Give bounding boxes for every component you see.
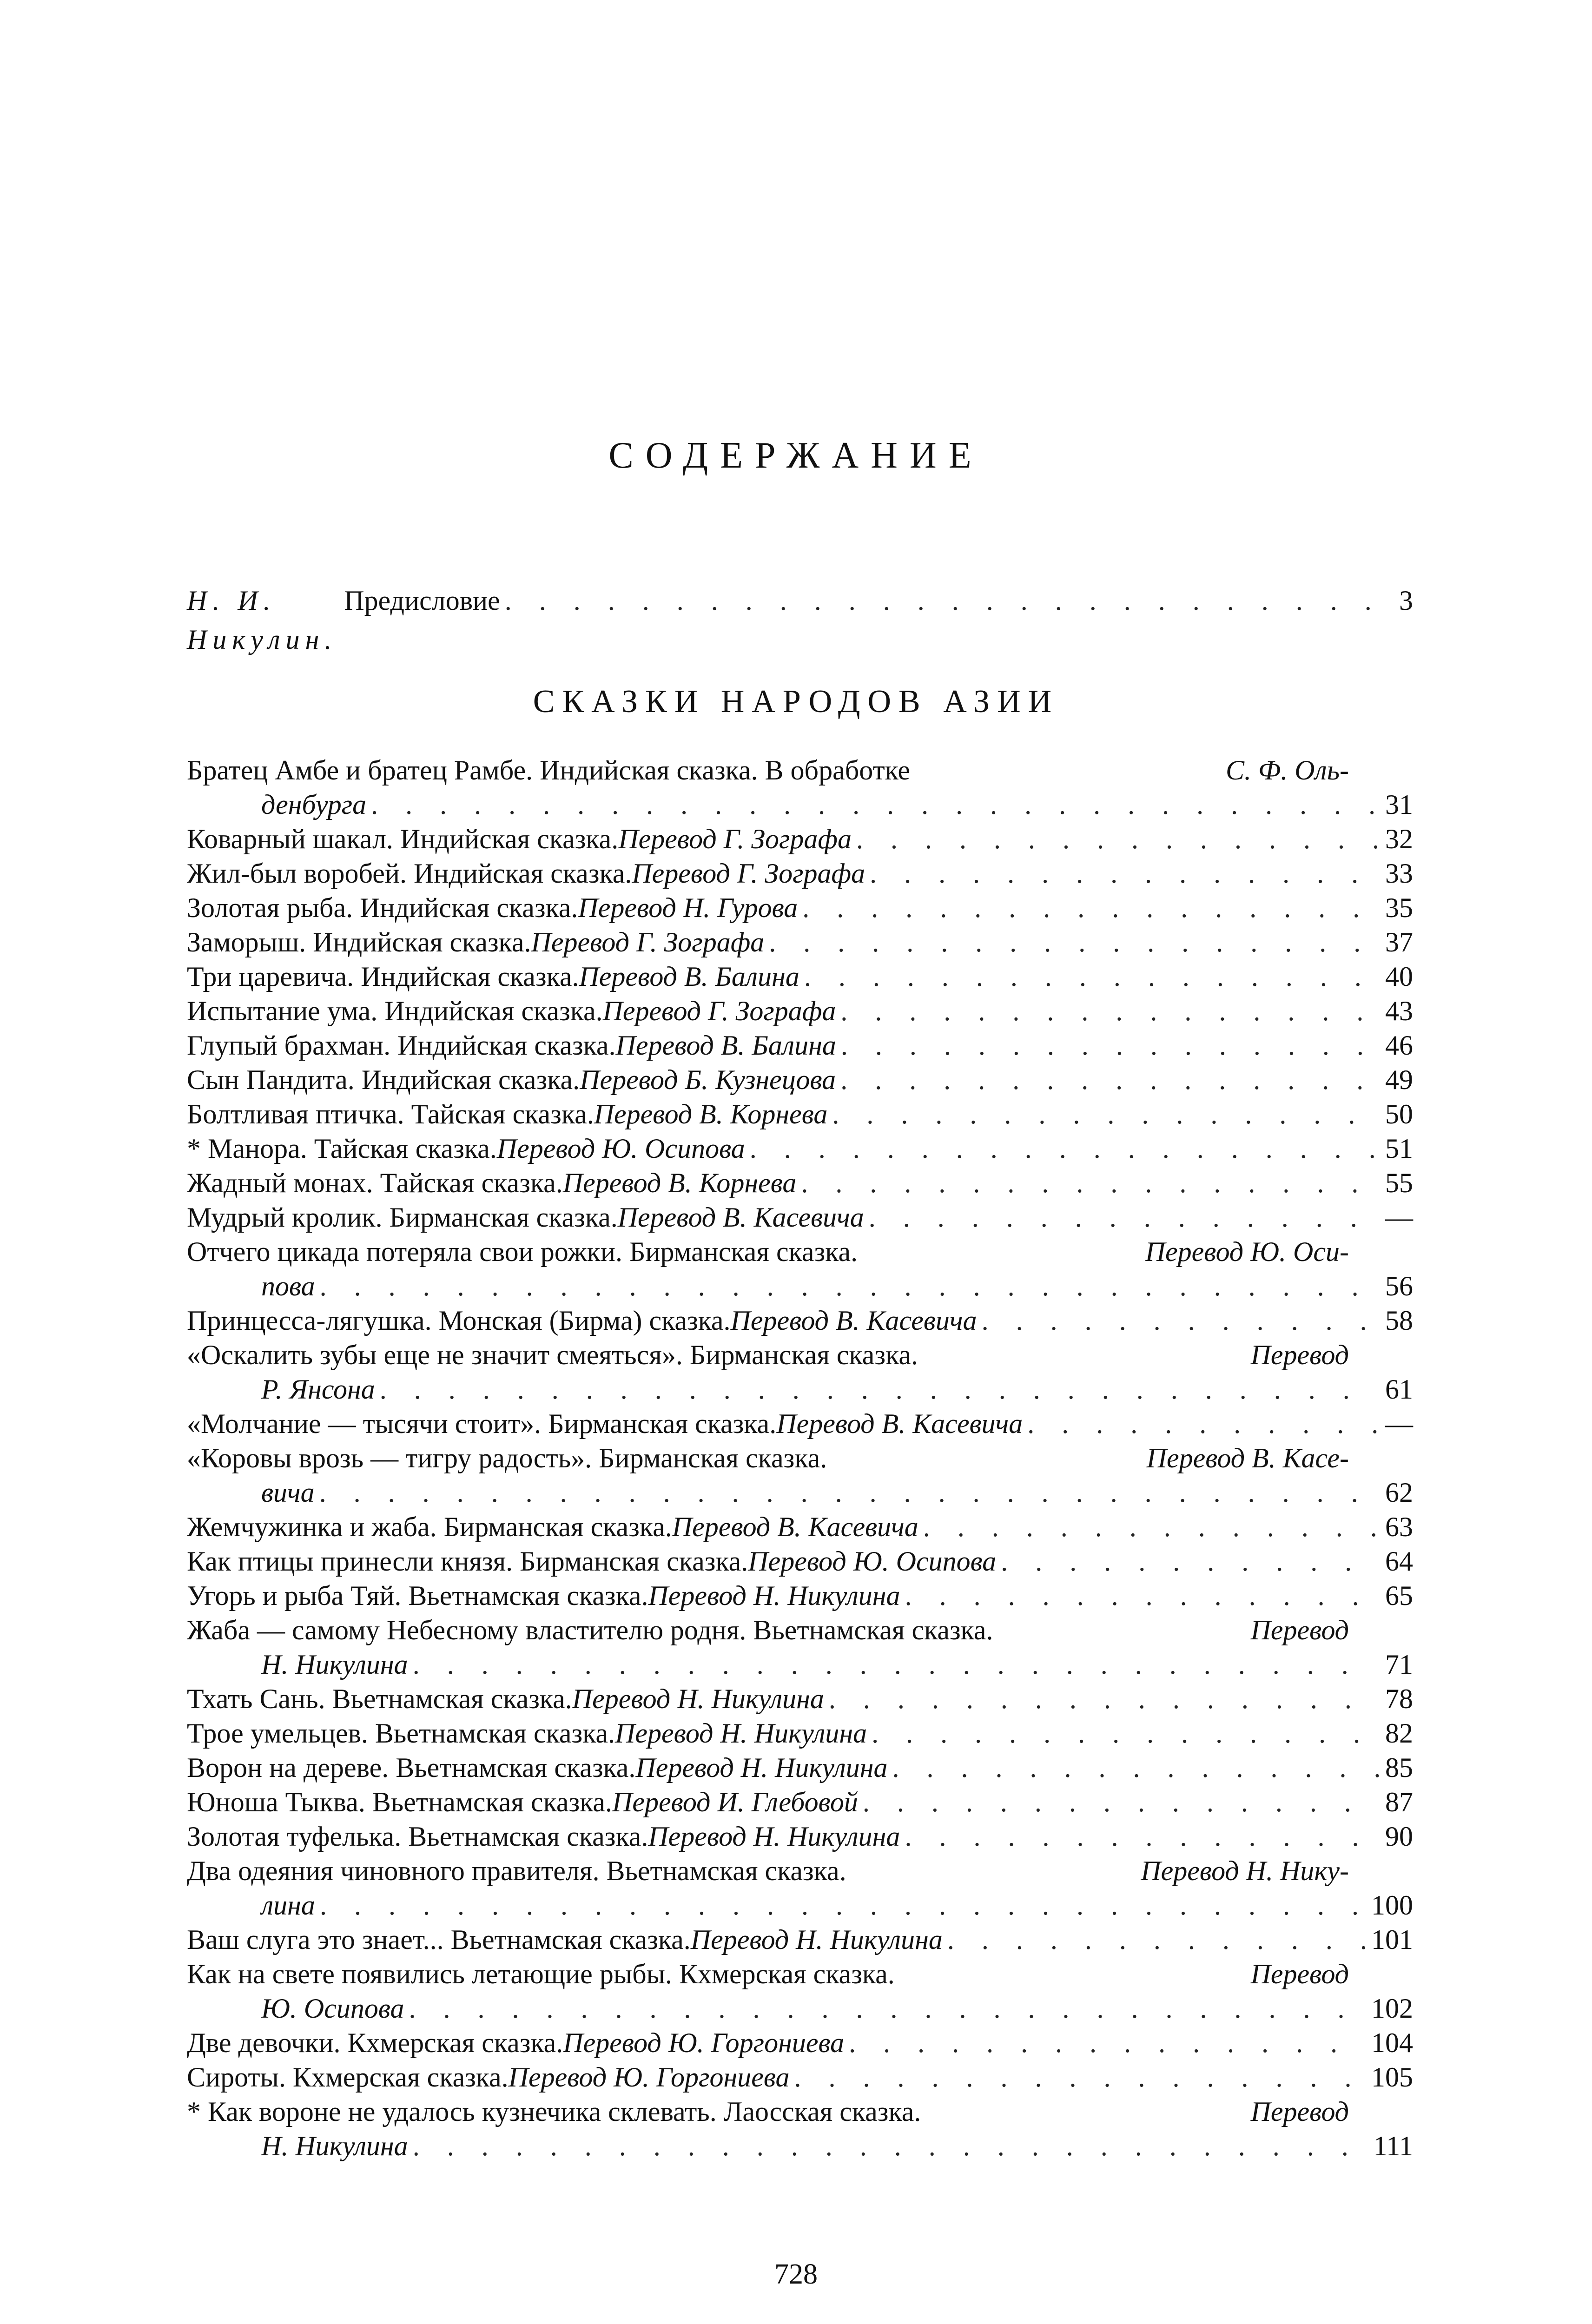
entry-title: Принцесса-лягушка. Монская (Бирма) сказка. — [187, 1305, 731, 1336]
entry-page: 56 — [1385, 1271, 1413, 1301]
entry-page: 100 — [1371, 1890, 1413, 1921]
entry-page: 50 — [1385, 1099, 1413, 1129]
preface-page: 3 — [1399, 585, 1413, 616]
entry-title: Отчего цикада потеряла свои рожки. Бирманская сказка. — [187, 1236, 858, 1267]
entry-translator: Перевод Н. Гурова — [578, 892, 798, 923]
entry-title: Жемчужинка и жаба. Бирманская сказка. — [187, 1512, 672, 1542]
entry-title: Две девочки. Кхмерская сказка. — [187, 2027, 563, 2058]
entry-translator-cont: Н. Никулина — [261, 2131, 408, 2161]
toc-entry — [187, 1785, 1413, 1819]
entry-page: 63 — [1385, 1512, 1413, 1542]
leader-dots — [849, 2026, 1367, 2060]
toc-entry — [187, 925, 1413, 959]
leader-dots — [856, 822, 1381, 856]
entry-title: * Как вороне не удалось кузнечика склевать. Лаосская сказка. — [187, 2096, 921, 2127]
leader-dots — [409, 1991, 1367, 2026]
entry-translator-cont: вича — [261, 1477, 315, 1508]
entry-title: Братец Амбе и братец Рамбе. Индийская сказка. В обработке — [187, 755, 910, 786]
leader-dots — [832, 1097, 1381, 1131]
entry-translator: Перевод В. Касе- — [1146, 1443, 1349, 1473]
entry-title: * Манора. Тайская сказка. — [187, 1133, 497, 1164]
entry-page: 33 — [1385, 858, 1413, 889]
entry-translator: Перевод Н. Нику- — [1141, 1855, 1349, 1886]
entry-title: «Молчание — тысячи стоит». Бирманская сказка. — [187, 1408, 777, 1439]
entry-title: Сироты. Кхмерская сказка. — [187, 2062, 509, 2093]
toc-entry — [187, 1544, 1413, 1578]
entry-translator: Перевод В. Касевича — [617, 1202, 864, 1233]
entry-title: Золотая туфелька. Вьетнамская сказка. — [187, 1821, 648, 1852]
leader-dots — [869, 1200, 1381, 1235]
entry-translator: Перевод В. Касевича — [730, 1305, 977, 1336]
leader-dots — [320, 1269, 1372, 1303]
section-title: СКАЗКИ НАРОДОВ АЗИИ — [533, 684, 1059, 720]
entry-title: «Оскалить зубы еще не значит смеяться». Бирманская сказка. — [187, 1340, 918, 1370]
entry-translator: Перевод Н. Никулина — [635, 1752, 888, 1783]
leader-dots — [413, 1647, 1375, 1682]
leader-dots — [413, 2129, 1369, 2163]
leader-dots — [982, 1303, 1381, 1338]
entry-title: Юноша Тыква. Вьетнамская сказка. — [187, 1787, 613, 1817]
leader-dots — [905, 1578, 1381, 1613]
entry-translator: Перевод Ю. Горгониева — [508, 2062, 790, 2093]
entry-title: Сын Пандита. Индийская сказка. — [187, 1064, 580, 1095]
entry-title: Трое умельцев. Вьетнамская сказка. — [187, 1718, 615, 1749]
toc-entry — [187, 1406, 1413, 1441]
leader-dots — [829, 1682, 1381, 1716]
entry-translator: Перевод Г. Зографа — [632, 858, 865, 889]
entry-translator-cont: Р. Янсона — [261, 1374, 375, 1405]
leader-dots — [863, 1785, 1381, 1819]
entry-translator-cont: Н. Никулина — [261, 1649, 408, 1680]
entry-page: 51 — [1385, 1133, 1413, 1164]
entry-translator: Перевод В. Корнева — [562, 1168, 797, 1198]
entry-translator: Перевод Н. Никулина — [690, 1924, 943, 1955]
toc-entry — [187, 994, 1413, 1028]
leader-dots — [947, 1922, 1367, 1957]
toc-entry — [187, 856, 1413, 891]
entry-page: 46 — [1385, 1030, 1413, 1061]
leader-dots — [769, 925, 1381, 959]
entry-title: Заморыш. Индийская сказка. — [187, 927, 531, 957]
entry-page: 102 — [1371, 1993, 1413, 2024]
preface-author: Н. И. Никулин. — [187, 585, 337, 655]
toc-entry — [187, 1854, 1413, 1922]
toc-entry — [187, 1750, 1413, 1785]
leader-dots — [380, 1372, 1374, 1406]
entry-title: Жаба — самому Небесному властителю родня. Вьетнамская сказка. — [187, 1615, 993, 1645]
toc-entry — [187, 1613, 1413, 1682]
entry-page: 90 — [1385, 1821, 1413, 1852]
leader-dots — [801, 1166, 1381, 1200]
entry-translator: Перевод Г. Зографа — [602, 996, 836, 1026]
entry-translator: Перевод В. Касевича — [672, 1512, 918, 1542]
toc-entry — [187, 1131, 1413, 1166]
entry-title: Глупый брахман. Индийская сказка. — [187, 1030, 616, 1061]
entry-page: 71 — [1385, 1649, 1413, 1680]
toc-entry — [187, 1303, 1413, 1338]
leader-dots — [840, 1063, 1381, 1097]
entry-page: 82 — [1385, 1718, 1413, 1749]
entry-page: 104 — [1371, 2027, 1413, 2058]
preface-entry — [187, 581, 1413, 659]
toc-entry — [187, 1235, 1413, 1303]
entry-translator: С. Ф. Оль- — [1225, 755, 1349, 786]
leader-dots — [892, 1750, 1381, 1785]
entry-title: Как птицы принесли князя. Бирманская сказка. — [187, 1546, 748, 1577]
leader-dots — [840, 994, 1381, 1028]
leader-dots — [802, 891, 1381, 925]
entry-title: Мудрый кролик. Бирманская сказка. — [187, 1202, 618, 1233]
toc-entry — [187, 1682, 1413, 1716]
toc-entry — [187, 2060, 1413, 2094]
toc-entry — [187, 1200, 1413, 1235]
leader-dots — [371, 787, 1374, 822]
entry-title: Тхать Сань. Вьетнамская сказка. — [187, 1684, 572, 1714]
entry-translator: Перевод — [1250, 1615, 1349, 1645]
leader-dots — [794, 2060, 1367, 2094]
entry-translator: Перевод И. Глебовой — [612, 1787, 858, 1817]
entry-page: 65 — [1385, 1580, 1413, 1611]
leader-dots — [905, 1819, 1381, 1854]
entry-title: Золотая рыба. Индийская сказка. — [187, 892, 578, 923]
leader-dots — [804, 959, 1381, 994]
entry-page: 78 — [1385, 1684, 1413, 1714]
entry-page: — — [1385, 1408, 1413, 1439]
entry-page: 111 — [1373, 2131, 1413, 2161]
entry-title: Ворон на дереве. Вьетнамская сказка. — [187, 1752, 636, 1783]
entry-translator: Перевод Г. Зографа — [618, 824, 852, 854]
entry-translator-cont: денбурга — [261, 789, 367, 820]
leader-dots — [923, 1510, 1381, 1544]
entry-title: «Коровы врозь — тигру радость». Бирманская сказка. — [187, 1443, 827, 1473]
entry-translator: Перевод — [1250, 1959, 1349, 1989]
entry-translator: Перевод В. Балина — [615, 1030, 836, 1061]
toc-entry — [187, 2026, 1413, 2060]
entry-translator: Перевод Ю. Горгониева — [563, 2027, 845, 2058]
entry-title: Коварный шакал. Индийская сказка. — [187, 824, 619, 854]
entry-translator: Перевод Н. Никулина — [615, 1718, 867, 1749]
leader-dots — [319, 1475, 1372, 1510]
entry-page: 32 — [1385, 824, 1413, 854]
toc-entry — [187, 1957, 1413, 2026]
toc-entry — [187, 1441, 1413, 1510]
entry-title: Жил-был воробей. Индийская сказка. — [187, 858, 632, 889]
entry-page: 85 — [1385, 1752, 1413, 1783]
entry-translator: Перевод Н. Никулина — [648, 1821, 900, 1852]
toc-list — [187, 753, 1413, 2163]
entry-translator: Перевод — [1250, 1340, 1349, 1370]
entry-translator-cont: лина — [261, 1890, 315, 1921]
entry-translator: Перевод Ю. Осипова — [748, 1546, 997, 1577]
entry-translator: Перевод Ю. Осипова — [496, 1133, 745, 1164]
toc-entry — [187, 822, 1413, 856]
leader-dots — [1027, 1406, 1381, 1441]
entry-translator: Перевод Г. Зографа — [531, 927, 765, 957]
entry-translator: Перевод Б. Кузнецова — [580, 1064, 836, 1095]
entry-translator: Перевод Н. Никулина — [648, 1580, 900, 1611]
entry-page: 43 — [1385, 996, 1413, 1026]
toc-entry — [187, 1028, 1413, 1063]
toc-entry — [187, 1510, 1413, 1544]
entry-page: — — [1385, 1202, 1413, 1233]
entry-page: 87 — [1385, 1787, 1413, 1817]
entry-page: 40 — [1385, 961, 1413, 992]
entry-translator-cont: пова — [261, 1271, 315, 1301]
toc-entry — [187, 1819, 1413, 1854]
page-number: 728 — [774, 2258, 818, 2290]
leader-dots — [320, 1888, 1367, 1922]
toc-entry — [187, 959, 1413, 994]
entry-page: 31 — [1385, 789, 1413, 820]
toc-entry — [187, 1716, 1413, 1750]
entry-page: 58 — [1385, 1305, 1413, 1336]
entry-translator: Перевод В. Касевича — [776, 1408, 1023, 1439]
leader-dots — [841, 1028, 1381, 1063]
entry-page: 105 — [1371, 2062, 1413, 2093]
toc-entry — [187, 891, 1413, 925]
entry-page: 61 — [1385, 1374, 1413, 1405]
entry-page: 35 — [1385, 892, 1413, 923]
entry-page: 101 — [1371, 1924, 1413, 1955]
toc-entry — [187, 2094, 1413, 2163]
entry-title: Болтливая птичка. Тайская сказка. — [187, 1099, 594, 1129]
entry-translator: Перевод Н. Никулина — [572, 1684, 824, 1714]
toc-entry — [187, 1922, 1413, 1957]
entry-page: 62 — [1385, 1477, 1413, 1508]
entry-title: Два одеяния чиновного правителя. Вьетнамская сказка. — [187, 1855, 846, 1886]
entry-title: Испытание ума. Индийская сказка. — [187, 996, 603, 1026]
leader-dots — [750, 1131, 1381, 1166]
toc-entry — [187, 753, 1413, 822]
toc-entry — [187, 1338, 1413, 1406]
entry-title: Три царевича. Индийская сказка. — [187, 961, 579, 992]
entry-title: Как на свете появились летающие рыбы. Кхмерская сказка. — [187, 1959, 895, 1989]
entry-page: 55 — [1385, 1168, 1413, 1198]
entry-page: 64 — [1385, 1546, 1413, 1577]
entry-translator: Перевод В. Корнева — [594, 1099, 828, 1129]
entry-page: 49 — [1385, 1064, 1413, 1095]
entry-translator: Перевод Ю. Оси- — [1145, 1236, 1349, 1267]
leader-dots — [1001, 1544, 1381, 1578]
entry-translator: Перевод В. Балина — [579, 961, 799, 992]
toc-entry — [187, 1097, 1413, 1131]
leader-dots — [870, 856, 1381, 891]
entry-translator: Перевод — [1250, 2096, 1349, 2127]
entry-title: Ваш слуга это знает... Вьетнамская сказка. — [187, 1924, 691, 1955]
toc-entry — [187, 1166, 1413, 1200]
entry-translator-cont: Ю. Осипова — [261, 1993, 404, 2024]
entry-title: Жадный монах. Тайская сказка. — [187, 1168, 563, 1198]
toc-entry — [187, 1578, 1413, 1613]
page-title: СОДЕРЖАНИЕ — [608, 435, 984, 476]
leader-dots — [505, 581, 1386, 620]
entry-title: Угорь и рыба Тяй. Вьетнамская сказка. — [187, 1580, 648, 1611]
leader-dots — [872, 1716, 1381, 1750]
entry-page: 37 — [1385, 927, 1413, 957]
preface-title: Предисловие — [344, 585, 500, 616]
toc-entry — [187, 1063, 1413, 1097]
